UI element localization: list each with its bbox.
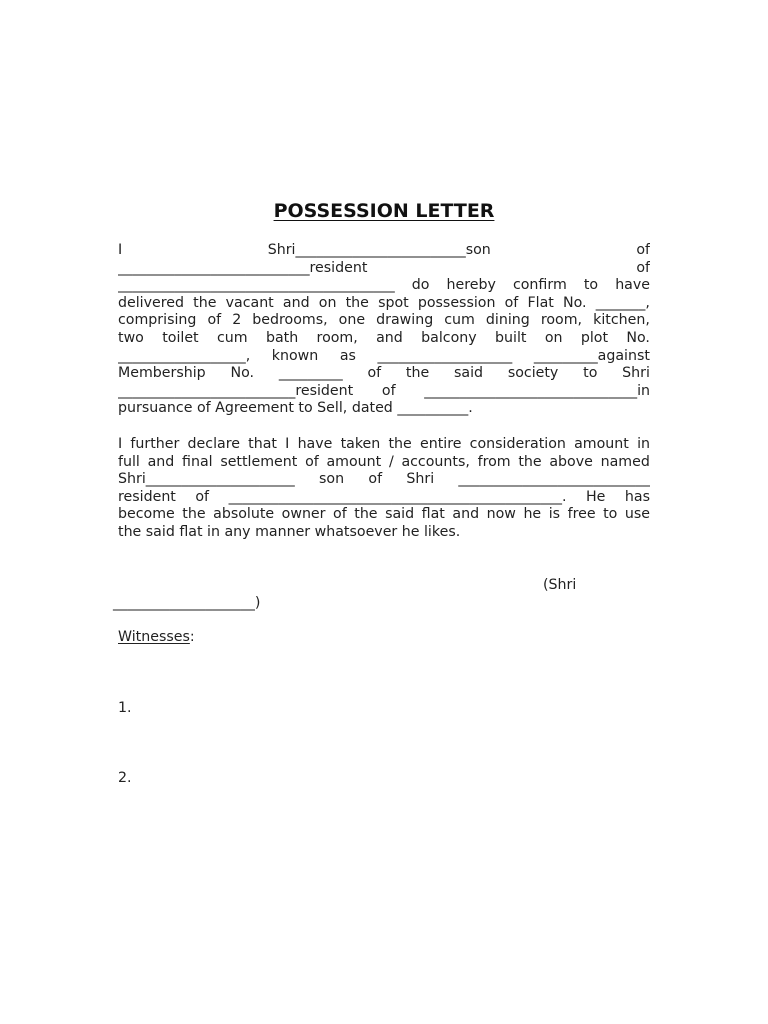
paragraph-line bbox=[118, 295, 650, 313]
word: and bbox=[147, 453, 175, 470]
word: society bbox=[507, 365, 559, 382]
word: ___________________________resident bbox=[118, 259, 368, 276]
word: have bbox=[297, 436, 333, 452]
word: entire bbox=[419, 436, 462, 452]
word: have bbox=[615, 277, 650, 294]
paragraph-line bbox=[118, 330, 650, 348]
word: the bbox=[345, 294, 369, 311]
word: I bbox=[118, 436, 123, 452]
word: further bbox=[130, 436, 180, 452]
paragraph-declaration bbox=[118, 242, 650, 418]
word: Membership bbox=[118, 365, 206, 382]
word: amount bbox=[574, 436, 629, 452]
word: room, bbox=[316, 329, 358, 346]
word: and bbox=[282, 294, 310, 311]
word: plot bbox=[580, 329, 609, 346]
word: the bbox=[354, 506, 378, 523]
word: to bbox=[603, 506, 618, 523]
word: _______________________________________________. bbox=[228, 488, 567, 505]
word: balcony bbox=[421, 329, 477, 346]
word: delivered bbox=[118, 294, 184, 311]
word: has bbox=[624, 488, 650, 505]
word: Shri_____________________ bbox=[118, 471, 295, 488]
word: to bbox=[583, 277, 599, 294]
word: Shri bbox=[406, 471, 435, 488]
word: son bbox=[319, 471, 345, 488]
word: two bbox=[118, 329, 144, 346]
witness-item-1: 1. bbox=[118, 700, 132, 716]
word: Flat bbox=[527, 294, 554, 311]
word: _______, bbox=[595, 294, 650, 311]
paragraph-line bbox=[118, 471, 650, 489]
word: hereby bbox=[446, 277, 496, 294]
paragraph-line bbox=[118, 365, 650, 383]
paragraph-line bbox=[118, 506, 650, 524]
paragraph-line bbox=[118, 348, 650, 366]
word: he bbox=[523, 506, 542, 523]
signature-shri-label: (Shri bbox=[543, 577, 577, 593]
word: bedrooms, bbox=[252, 312, 328, 329]
word: on bbox=[544, 329, 563, 346]
word: use bbox=[624, 506, 650, 523]
word: kitchen, bbox=[593, 312, 650, 329]
word: He bbox=[585, 488, 606, 505]
word: accounts, bbox=[401, 453, 470, 470]
word: the bbox=[518, 453, 542, 470]
word: of bbox=[504, 294, 519, 311]
witness-item-2: 2. bbox=[118, 770, 132, 786]
word: the bbox=[182, 506, 206, 523]
word: I bbox=[285, 436, 290, 452]
word: of bbox=[381, 382, 396, 399]
word: taken bbox=[340, 436, 381, 452]
word: possession bbox=[417, 294, 496, 311]
word: bath bbox=[265, 329, 299, 346]
word: comprising bbox=[118, 312, 197, 329]
word: the bbox=[405, 365, 430, 382]
word: cum bbox=[444, 312, 475, 329]
word: of bbox=[636, 242, 650, 258]
word: of bbox=[367, 365, 382, 382]
witnesses-label: Witnesses bbox=[118, 629, 190, 645]
word: toilet bbox=[162, 329, 199, 346]
word: _______________________________________ bbox=[118, 277, 395, 294]
paragraph-line bbox=[118, 260, 650, 278]
word: of bbox=[333, 506, 347, 523]
word: now bbox=[486, 506, 516, 523]
paragraph-last-line: pursuance of Agreement to Sell, dated __________. bbox=[118, 400, 473, 417]
word: room, bbox=[540, 312, 583, 329]
word: consideration bbox=[469, 436, 566, 452]
word: owner bbox=[281, 506, 326, 523]
word: of bbox=[368, 471, 383, 488]
word: from bbox=[477, 453, 511, 470]
word: spot bbox=[378, 294, 409, 311]
word: full bbox=[118, 453, 140, 470]
word: named bbox=[600, 453, 650, 470]
word: No. bbox=[230, 365, 255, 382]
word: 2 bbox=[232, 312, 242, 329]
word: in bbox=[637, 436, 650, 452]
word: amount bbox=[326, 453, 382, 470]
paragraph-line bbox=[118, 242, 650, 260]
word: said bbox=[385, 506, 415, 523]
word: drawing bbox=[376, 312, 434, 329]
word: that bbox=[248, 436, 277, 452]
word: absolute bbox=[213, 506, 275, 523]
paragraph-last-line: the said flat in any manner whatsoever he likes. bbox=[118, 523, 461, 540]
word: of bbox=[207, 312, 222, 329]
word: ______________________________in bbox=[424, 382, 650, 399]
word: to bbox=[583, 365, 598, 382]
word: of bbox=[305, 453, 319, 470]
word: final bbox=[182, 453, 213, 470]
document-title: POSSESSION LETTER bbox=[273, 200, 495, 222]
word: and bbox=[452, 506, 480, 523]
word: and bbox=[376, 329, 403, 346]
word: No. bbox=[562, 294, 587, 311]
word: flat bbox=[421, 506, 445, 523]
word: _________________________resident bbox=[118, 382, 354, 399]
paragraph-line bbox=[118, 277, 650, 295]
word: is bbox=[548, 506, 561, 523]
word: the bbox=[193, 294, 217, 311]
word: the bbox=[388, 436, 412, 452]
paragraph-line bbox=[118, 436, 650, 454]
word: ___________________________ bbox=[458, 471, 650, 488]
word: _________ bbox=[278, 365, 343, 382]
paragraph-line bbox=[118, 454, 650, 472]
word: confirm bbox=[512, 277, 567, 294]
word: one bbox=[338, 312, 366, 329]
word: Shri________________________son bbox=[267, 242, 491, 258]
word: of bbox=[195, 488, 210, 505]
word: / bbox=[388, 453, 394, 470]
word: _________against bbox=[533, 347, 650, 364]
witnesses-colon: : bbox=[189, 629, 195, 645]
word: resident bbox=[118, 488, 176, 505]
word: on bbox=[318, 294, 337, 311]
signature-name-blank: ____________________) bbox=[113, 595, 261, 611]
paragraph-line bbox=[118, 383, 650, 401]
word: of bbox=[636, 259, 650, 276]
word: become bbox=[118, 506, 175, 523]
word: declare bbox=[187, 436, 240, 452]
paragraph-further-declaration bbox=[118, 436, 650, 542]
word: above bbox=[549, 453, 593, 470]
paragraph-line bbox=[118, 312, 650, 330]
word: Shri bbox=[622, 365, 650, 382]
word: __________________, bbox=[118, 347, 251, 364]
witnesses-heading bbox=[118, 629, 195, 647]
word: do bbox=[411, 277, 430, 294]
word: I bbox=[118, 242, 123, 258]
word: ___________________ bbox=[377, 347, 513, 364]
word: known bbox=[271, 347, 319, 364]
word: free bbox=[567, 506, 596, 523]
word: cum bbox=[216, 329, 248, 346]
paragraph-line bbox=[118, 489, 650, 507]
word: No. bbox=[626, 329, 650, 346]
word: settlement bbox=[220, 453, 298, 470]
word: dining bbox=[485, 312, 530, 329]
word: built bbox=[495, 329, 527, 346]
word: as bbox=[339, 347, 356, 364]
word: said bbox=[454, 365, 484, 382]
word: vacant bbox=[225, 294, 274, 311]
